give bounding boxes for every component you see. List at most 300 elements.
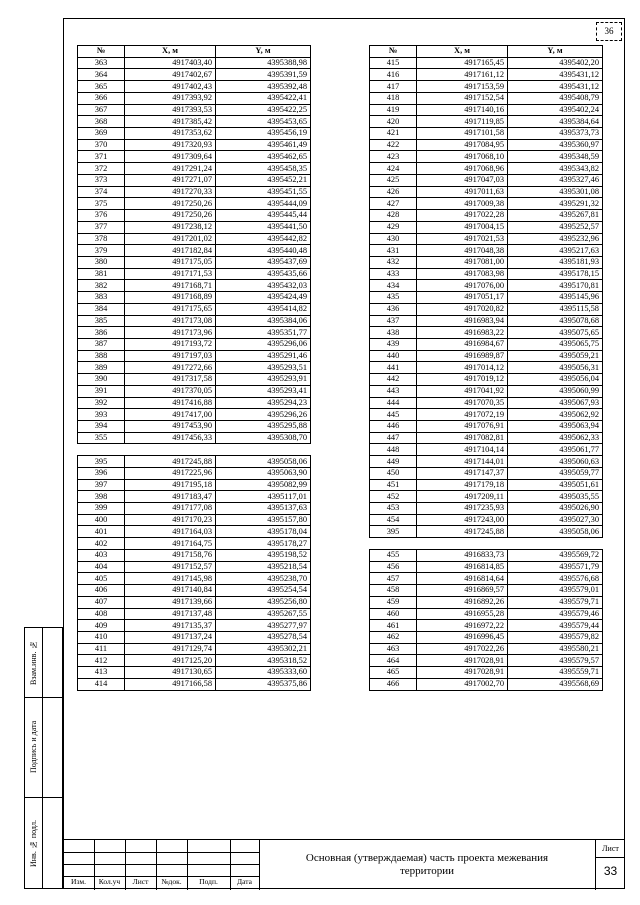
x-coordinate-cell: 4917140,84 bbox=[125, 585, 216, 597]
y-coordinate-cell: 4395075,65 bbox=[508, 327, 603, 339]
y-coordinate-cell: 4395568,69 bbox=[508, 678, 603, 690]
point-number-cell: 369 bbox=[78, 128, 125, 140]
x-coordinate-cell: 4917147,37 bbox=[417, 467, 508, 479]
y-coordinate-cell: 4395060,63 bbox=[508, 456, 603, 468]
x-coordinate-cell: 4917173,08 bbox=[125, 315, 216, 327]
point-number-cell: 386 bbox=[78, 327, 125, 339]
table-row bbox=[78, 374, 311, 386]
table-row bbox=[370, 362, 603, 374]
point-number-cell: 393 bbox=[78, 409, 125, 421]
x-coordinate-cell: 4917011,63 bbox=[417, 186, 508, 198]
x-coordinate-cell: 4916814,64 bbox=[417, 573, 508, 585]
table-row bbox=[78, 538, 311, 550]
point-number-cell: 367 bbox=[78, 104, 125, 116]
x-coordinate-cell: 4917309,64 bbox=[125, 151, 216, 163]
table-row bbox=[78, 573, 311, 585]
table-row bbox=[370, 210, 603, 222]
x-coordinate-cell: 4917101,58 bbox=[417, 128, 508, 140]
table-row bbox=[78, 327, 311, 339]
point-number-cell: 387 bbox=[78, 338, 125, 350]
table-row bbox=[370, 620, 603, 632]
x-coordinate-cell: 4916989,87 bbox=[417, 350, 508, 362]
point-number-cell: 427 bbox=[370, 198, 417, 210]
y-coordinate-cell: 4395318,52 bbox=[216, 655, 311, 667]
table-row bbox=[78, 479, 311, 491]
point-number-cell: 396 bbox=[78, 467, 125, 479]
table-row bbox=[78, 151, 311, 163]
point-number-cell: 370 bbox=[78, 139, 125, 151]
y-coordinate-cell: 4395157,80 bbox=[216, 514, 311, 526]
table-row bbox=[78, 585, 311, 597]
table-row bbox=[78, 655, 311, 667]
y-coordinate-cell: 4395293,51 bbox=[216, 362, 311, 374]
point-number-cell: 453 bbox=[370, 503, 417, 515]
point-number-cell: 461 bbox=[370, 620, 417, 632]
table-row bbox=[370, 104, 603, 116]
point-number-cell: 456 bbox=[370, 561, 417, 573]
x-coordinate-cell: 4917068,96 bbox=[417, 163, 508, 175]
column-header-number: № bbox=[78, 46, 125, 58]
x-coordinate-cell: 4917047,03 bbox=[417, 174, 508, 186]
side-label-inv-orig: Инв. № подл. bbox=[29, 820, 38, 867]
document-title-line1: Основная (утверждаемая) часть проекта межевания bbox=[305, 852, 549, 864]
y-coordinate-cell: 4395461,49 bbox=[216, 139, 311, 151]
table-row bbox=[78, 514, 311, 526]
point-number-cell: 414 bbox=[78, 678, 125, 690]
table-row bbox=[370, 174, 603, 186]
y-coordinate-cell: 4395302,21 bbox=[216, 643, 311, 655]
table-row bbox=[370, 421, 603, 433]
point-number-cell: 405 bbox=[78, 573, 125, 585]
y-coordinate-cell: 4395063,94 bbox=[508, 421, 603, 433]
stamp-col-podp: Подп. bbox=[199, 877, 218, 886]
table-row bbox=[370, 432, 603, 444]
y-coordinate-cell: 4395296,26 bbox=[216, 409, 311, 421]
point-number-cell: 459 bbox=[370, 596, 417, 608]
point-number-cell: 379 bbox=[78, 245, 125, 257]
table-row bbox=[78, 163, 311, 175]
column-header-x: X, м bbox=[125, 46, 216, 58]
y-coordinate-cell: 4395256,80 bbox=[216, 596, 311, 608]
y-coordinate-cell: 4395117,01 bbox=[216, 491, 311, 503]
x-coordinate-cell: 4917164,75 bbox=[125, 538, 216, 550]
y-coordinate-cell: 4395252,57 bbox=[508, 221, 603, 233]
point-number-cell: 452 bbox=[370, 491, 417, 503]
x-coordinate-cell: 4916984,67 bbox=[417, 338, 508, 350]
x-coordinate-cell: 4917402,43 bbox=[125, 81, 216, 93]
y-coordinate-cell: 4395348,59 bbox=[508, 151, 603, 163]
point-number-cell: 426 bbox=[370, 186, 417, 198]
y-coordinate-cell: 4395293,91 bbox=[216, 374, 311, 386]
point-number-cell: 388 bbox=[78, 350, 125, 362]
point-number-cell: 418 bbox=[370, 92, 417, 104]
table-row bbox=[78, 256, 311, 268]
x-coordinate-cell: 4917179,18 bbox=[417, 479, 508, 491]
point-number-cell: 433 bbox=[370, 268, 417, 280]
table-row bbox=[78, 268, 311, 280]
point-number-cell: 430 bbox=[370, 233, 417, 245]
table-row bbox=[78, 561, 311, 573]
y-coordinate-cell: 4395440,48 bbox=[216, 245, 311, 257]
x-coordinate-cell: 4917082,81 bbox=[417, 432, 508, 444]
x-coordinate-cell bbox=[417, 538, 508, 550]
point-number-cell: 416 bbox=[370, 69, 417, 81]
y-coordinate-cell: 4395431,12 bbox=[508, 69, 603, 81]
table-row bbox=[370, 456, 603, 468]
y-coordinate-cell: 4395065,75 bbox=[508, 338, 603, 350]
point-number-cell: 398 bbox=[78, 491, 125, 503]
x-coordinate-cell: 4917028,91 bbox=[417, 667, 508, 679]
table-row bbox=[370, 163, 603, 175]
table-row bbox=[78, 292, 311, 304]
table-row bbox=[370, 596, 603, 608]
x-coordinate-cell: 4917175,65 bbox=[125, 303, 216, 315]
table-row bbox=[78, 491, 311, 503]
x-coordinate-cell: 4917022,28 bbox=[417, 210, 508, 222]
x-coordinate-cell: 4917076,91 bbox=[417, 421, 508, 433]
point-number-cell: 435 bbox=[370, 292, 417, 304]
point-number-cell: 382 bbox=[78, 280, 125, 292]
x-coordinate-cell: 4917453,90 bbox=[125, 421, 216, 433]
x-coordinate-cell: 4917081,00 bbox=[417, 256, 508, 268]
table-row bbox=[78, 104, 311, 116]
y-coordinate-cell: 4395373,73 bbox=[508, 128, 603, 140]
x-coordinate-cell: 4917020,82 bbox=[417, 303, 508, 315]
table-row bbox=[78, 631, 311, 643]
x-coordinate-cell: 4917135,37 bbox=[125, 620, 216, 632]
table-row bbox=[370, 561, 603, 573]
x-coordinate-cell: 4917009,38 bbox=[417, 198, 508, 210]
x-coordinate-cell: 4917416,88 bbox=[125, 397, 216, 409]
y-coordinate-cell: 4395327,46 bbox=[508, 174, 603, 186]
x-coordinate-cell: 4917245,88 bbox=[417, 526, 508, 538]
y-coordinate-cell: 4395198,52 bbox=[216, 549, 311, 561]
x-coordinate-cell: 4917083,98 bbox=[417, 268, 508, 280]
point-number-cell: 465 bbox=[370, 667, 417, 679]
x-coordinate-cell bbox=[125, 444, 216, 456]
x-coordinate-cell: 4917201,02 bbox=[125, 233, 216, 245]
table-row bbox=[370, 444, 603, 456]
point-number-cell bbox=[78, 444, 125, 456]
table-row bbox=[78, 362, 311, 374]
table-row bbox=[78, 526, 311, 538]
x-coordinate-cell: 4917072,19 bbox=[417, 409, 508, 421]
point-number-cell: 423 bbox=[370, 151, 417, 163]
y-coordinate-cell: 4395333,60 bbox=[216, 667, 311, 679]
point-number-cell: 460 bbox=[370, 608, 417, 620]
table-row bbox=[78, 221, 311, 233]
point-number-cell: 444 bbox=[370, 397, 417, 409]
point-number-cell: 408 bbox=[78, 608, 125, 620]
y-coordinate-cell: 4395559,71 bbox=[508, 667, 603, 679]
x-coordinate-cell: 4917084,95 bbox=[417, 139, 508, 151]
point-number-cell: 457 bbox=[370, 573, 417, 585]
point-number-cell: 407 bbox=[78, 596, 125, 608]
y-coordinate-cell: 4395402,20 bbox=[508, 57, 603, 69]
table-row bbox=[370, 315, 603, 327]
x-coordinate-cell: 4917028,91 bbox=[417, 655, 508, 667]
y-coordinate-cell: 4395360,97 bbox=[508, 139, 603, 151]
point-number-cell: 401 bbox=[78, 526, 125, 538]
sheet-label: Лист bbox=[602, 844, 619, 853]
y-coordinate-cell: 4395178,04 bbox=[216, 526, 311, 538]
y-coordinate-cell: 4395391,59 bbox=[216, 69, 311, 81]
x-coordinate-cell: 4916814,85 bbox=[417, 561, 508, 573]
x-coordinate-cell: 4917238,12 bbox=[125, 221, 216, 233]
x-coordinate-cell: 4917393,92 bbox=[125, 92, 216, 104]
x-coordinate-cell: 4917168,71 bbox=[125, 280, 216, 292]
x-coordinate-cell: 4917173,96 bbox=[125, 327, 216, 339]
x-coordinate-cell: 4916983,22 bbox=[417, 327, 508, 339]
point-number-cell: 400 bbox=[78, 514, 125, 526]
y-coordinate-cell: 4395462,65 bbox=[216, 151, 311, 163]
y-coordinate-cell: 4395295,88 bbox=[216, 421, 311, 433]
x-coordinate-cell: 4917272,66 bbox=[125, 362, 216, 374]
y-coordinate-cell: 4395414,82 bbox=[216, 303, 311, 315]
x-coordinate-cell: 4917021,53 bbox=[417, 233, 508, 245]
y-coordinate-cell: 4395375,86 bbox=[216, 678, 311, 690]
x-coordinate-cell: 4917245,88 bbox=[125, 456, 216, 468]
stamp-col-izm: Изм. bbox=[71, 877, 86, 886]
x-coordinate-cell: 4917171,53 bbox=[125, 268, 216, 280]
y-coordinate-cell: 4395441,50 bbox=[216, 221, 311, 233]
x-coordinate-cell: 4917137,48 bbox=[125, 608, 216, 620]
y-coordinate-cell: 4395308,70 bbox=[216, 432, 311, 444]
point-number-cell: 355 bbox=[78, 432, 125, 444]
point-number-cell: 395 bbox=[370, 526, 417, 538]
point-number-cell: 368 bbox=[78, 116, 125, 128]
table-row bbox=[370, 526, 603, 538]
y-coordinate-cell: 4395435,66 bbox=[216, 268, 311, 280]
point-number-cell: 449 bbox=[370, 456, 417, 468]
point-number-cell: 412 bbox=[78, 655, 125, 667]
table-row bbox=[78, 198, 311, 210]
table-row bbox=[78, 444, 311, 456]
table-row bbox=[370, 538, 603, 550]
x-coordinate-cell: 4916972,22 bbox=[417, 620, 508, 632]
table-row bbox=[370, 374, 603, 386]
point-number-cell: 428 bbox=[370, 210, 417, 222]
point-number-cell: 384 bbox=[78, 303, 125, 315]
document-title-line2: территории bbox=[399, 865, 454, 877]
column-header-number: № bbox=[370, 46, 417, 58]
point-number-cell: 466 bbox=[370, 678, 417, 690]
y-coordinate-cell: 4395254,54 bbox=[216, 585, 311, 597]
point-number-cell: 446 bbox=[370, 421, 417, 433]
table-row bbox=[370, 667, 603, 679]
y-coordinate-cell: 4395058,06 bbox=[216, 456, 311, 468]
point-number-cell: 432 bbox=[370, 256, 417, 268]
y-coordinate-cell: 4395402,24 bbox=[508, 104, 603, 116]
point-number-cell: 443 bbox=[370, 385, 417, 397]
y-coordinate-cell: 4395062,33 bbox=[508, 432, 603, 444]
side-stamp-strip bbox=[24, 627, 63, 889]
y-coordinate-cell: 4395059,21 bbox=[508, 350, 603, 362]
y-coordinate-cell: 4395432,03 bbox=[216, 280, 311, 292]
y-coordinate-cell: 4395217,63 bbox=[508, 245, 603, 257]
table-row bbox=[370, 139, 603, 151]
y-coordinate-cell: 4395442,82 bbox=[216, 233, 311, 245]
point-number-cell: 397 bbox=[78, 479, 125, 491]
point-number-cell: 381 bbox=[78, 268, 125, 280]
y-coordinate-cell: 4395293,41 bbox=[216, 385, 311, 397]
x-coordinate-cell: 4917041,92 bbox=[417, 385, 508, 397]
point-number-cell: 376 bbox=[78, 210, 125, 222]
y-coordinate-cell: 4395388,98 bbox=[216, 57, 311, 69]
point-number-cell: 415 bbox=[370, 57, 417, 69]
table-row bbox=[78, 69, 311, 81]
stamp-col-data: Дата bbox=[237, 877, 252, 886]
table-row bbox=[370, 409, 603, 421]
point-number-cell: 425 bbox=[370, 174, 417, 186]
coordinates-table-right bbox=[369, 45, 603, 691]
table-row bbox=[370, 385, 603, 397]
table-row bbox=[370, 573, 603, 585]
point-number-cell: 375 bbox=[78, 198, 125, 210]
y-coordinate-cell: 4395445,44 bbox=[216, 210, 311, 222]
table-row bbox=[78, 92, 311, 104]
y-coordinate-cell: 4395267,81 bbox=[508, 210, 603, 222]
table-row bbox=[78, 57, 311, 69]
y-coordinate-cell: 4395059,77 bbox=[508, 467, 603, 479]
point-number-cell: 464 bbox=[370, 655, 417, 667]
table-row bbox=[78, 596, 311, 608]
point-number-cell: 437 bbox=[370, 315, 417, 327]
y-coordinate-cell: 4395145,96 bbox=[508, 292, 603, 304]
y-coordinate-cell: 4395431,12 bbox=[508, 81, 603, 93]
point-number-cell: 411 bbox=[78, 643, 125, 655]
x-coordinate-cell: 4917137,24 bbox=[125, 631, 216, 643]
y-coordinate-cell: 4395453,65 bbox=[216, 116, 311, 128]
y-coordinate-cell: 4395571,79 bbox=[508, 561, 603, 573]
table-header-row bbox=[370, 46, 603, 58]
table-row bbox=[78, 421, 311, 433]
y-coordinate-cell: 4395384,06 bbox=[216, 315, 311, 327]
x-coordinate-cell: 4917022,26 bbox=[417, 643, 508, 655]
x-coordinate-cell: 4917393,53 bbox=[125, 104, 216, 116]
x-coordinate-cell: 4916983,94 bbox=[417, 315, 508, 327]
table-row bbox=[370, 643, 603, 655]
table-row bbox=[370, 467, 603, 479]
x-coordinate-cell: 4917048,38 bbox=[417, 245, 508, 257]
y-coordinate-cell: 4395294,23 bbox=[216, 397, 311, 409]
table-row bbox=[78, 350, 311, 362]
coordinates-table-left bbox=[77, 45, 311, 691]
point-number-cell: 462 bbox=[370, 631, 417, 643]
point-number-cell: 450 bbox=[370, 467, 417, 479]
table-row bbox=[370, 491, 603, 503]
point-number-cell: 440 bbox=[370, 350, 417, 362]
x-coordinate-cell: 4917403,40 bbox=[125, 57, 216, 69]
y-coordinate-cell: 4395082,99 bbox=[216, 479, 311, 491]
table-row bbox=[78, 385, 311, 397]
y-coordinate-cell: 4395035,55 bbox=[508, 491, 603, 503]
point-number-cell: 373 bbox=[78, 174, 125, 186]
point-number-cell: 366 bbox=[78, 92, 125, 104]
x-coordinate-cell: 4917270,33 bbox=[125, 186, 216, 198]
x-coordinate-cell: 4917183,47 bbox=[125, 491, 216, 503]
sheet-corner-number: 36 bbox=[596, 22, 622, 41]
point-number-cell: 385 bbox=[78, 315, 125, 327]
y-coordinate-cell: 4395026,90 bbox=[508, 503, 603, 515]
x-coordinate-cell: 4917402,67 bbox=[125, 69, 216, 81]
point-number-cell: 394 bbox=[78, 421, 125, 433]
x-coordinate-cell: 4917385,42 bbox=[125, 116, 216, 128]
point-number-cell: 454 bbox=[370, 514, 417, 526]
y-coordinate-cell: 4395422,25 bbox=[216, 104, 311, 116]
table-row bbox=[370, 151, 603, 163]
x-coordinate-cell: 4916869,57 bbox=[417, 585, 508, 597]
y-coordinate-cell: 4395452,21 bbox=[216, 174, 311, 186]
table-row bbox=[78, 186, 311, 198]
y-coordinate-cell: 4395576,68 bbox=[508, 573, 603, 585]
point-number-cell: 419 bbox=[370, 104, 417, 116]
point-number-cell: 390 bbox=[78, 374, 125, 386]
y-coordinate-cell: 4395170,81 bbox=[508, 280, 603, 292]
point-number-cell: 438 bbox=[370, 327, 417, 339]
y-coordinate-cell: 4395232,96 bbox=[508, 233, 603, 245]
point-number-cell: 410 bbox=[78, 631, 125, 643]
column-header-x: X, м bbox=[417, 46, 508, 58]
point-number-cell: 436 bbox=[370, 303, 417, 315]
y-coordinate-cell: 4395579,57 bbox=[508, 655, 603, 667]
point-number-cell: 422 bbox=[370, 139, 417, 151]
point-number-cell: 363 bbox=[78, 57, 125, 69]
x-coordinate-cell: 4917125,20 bbox=[125, 655, 216, 667]
table-row bbox=[370, 479, 603, 491]
x-coordinate-cell: 4917182,84 bbox=[125, 245, 216, 257]
x-coordinate-cell: 4917129,74 bbox=[125, 643, 216, 655]
table-row bbox=[78, 608, 311, 620]
table-row bbox=[78, 409, 311, 421]
point-number-cell: 380 bbox=[78, 256, 125, 268]
point-number-cell: 417 bbox=[370, 81, 417, 93]
table-row bbox=[78, 667, 311, 679]
table-row bbox=[370, 585, 603, 597]
table-row bbox=[370, 92, 603, 104]
point-number-cell: 389 bbox=[78, 362, 125, 374]
y-coordinate-cell: 4395060,99 bbox=[508, 385, 603, 397]
point-number-cell: 399 bbox=[78, 503, 125, 515]
x-coordinate-cell: 4917170,23 bbox=[125, 514, 216, 526]
table-row bbox=[370, 503, 603, 515]
y-coordinate-cell: 4395579,46 bbox=[508, 608, 603, 620]
title-block bbox=[63, 839, 625, 889]
table-row bbox=[370, 198, 603, 210]
table-row bbox=[370, 631, 603, 643]
x-coordinate-cell: 4917152,57 bbox=[125, 561, 216, 573]
y-coordinate-cell: 4395392,48 bbox=[216, 81, 311, 93]
table-row bbox=[370, 268, 603, 280]
point-number-cell: 429 bbox=[370, 221, 417, 233]
y-coordinate-cell: 4395278,54 bbox=[216, 631, 311, 643]
stamp-col-koluch: Кол.уч bbox=[98, 877, 121, 886]
point-number-cell: 374 bbox=[78, 186, 125, 198]
x-coordinate-cell: 4917417,00 bbox=[125, 409, 216, 421]
point-number-cell: 463 bbox=[370, 643, 417, 655]
y-coordinate-cell: 4395291,32 bbox=[508, 198, 603, 210]
y-coordinate-cell: 4395267,55 bbox=[216, 608, 311, 620]
side-label-sign-date: Подпись и дата bbox=[29, 720, 38, 774]
x-coordinate-cell: 4917175,05 bbox=[125, 256, 216, 268]
y-coordinate-cell: 4395451,55 bbox=[216, 186, 311, 198]
x-coordinate-cell: 4917353,62 bbox=[125, 128, 216, 140]
x-coordinate-cell: 4917250,26 bbox=[125, 198, 216, 210]
table-row bbox=[370, 221, 603, 233]
x-coordinate-cell: 4917130,65 bbox=[125, 667, 216, 679]
y-coordinate-cell: 4395424,49 bbox=[216, 292, 311, 304]
table-row bbox=[370, 292, 603, 304]
